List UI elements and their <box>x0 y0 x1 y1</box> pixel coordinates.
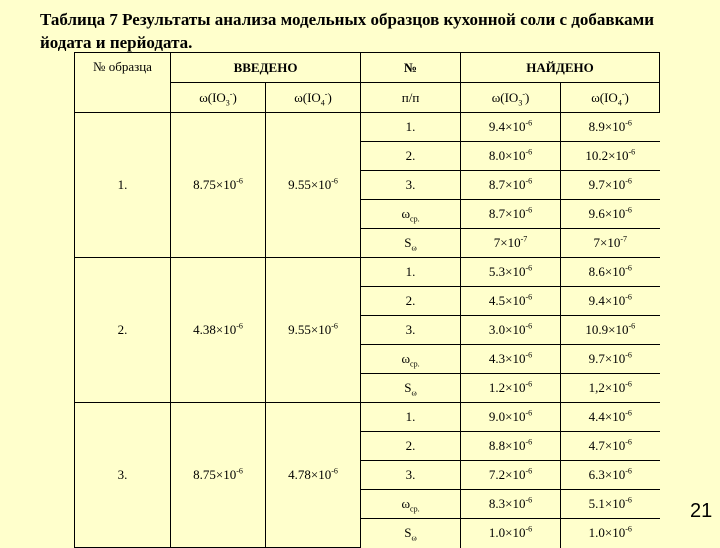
introduced-io4-value: $4.78\times 10^{-6}$ <box>266 403 361 548</box>
introduced-io4-value: $9.55\times 10^{-6}$ <box>266 258 361 403</box>
found-io3-value: $8.8\times 10^{-6}$ <box>461 432 561 461</box>
introduced-io3-value: $4.38\times 10^{-6}$ <box>171 258 266 403</box>
sample-number: 1. <box>75 113 171 258</box>
header-sample-no: № образца <box>75 53 171 113</box>
found-io3-value: $3.0\times 10^{-6}$ <box>461 316 561 345</box>
found-io3-sd: $7\times 10^{-7}$ <box>461 229 561 258</box>
found-io4-value: $8.9\times 10^{-6}$ <box>561 113 660 142</box>
row-sd-label: $S_\omega$ <box>361 374 461 403</box>
row-average-label: $\omega_{ср.}$ <box>361 490 461 519</box>
introduced-io3-value: $8.75\times 10^{-6}$ <box>171 113 266 258</box>
found-io3-average: $8.7\times 10^{-6}$ <box>461 200 561 229</box>
found-io4-sd: $7\times 10^{-7}$ <box>561 229 660 258</box>
header-found-io4: $\omega(IO_4^-)$ <box>561 83 660 113</box>
sample-number: 3. <box>75 403 171 548</box>
row-sd-label: $S_\omega$ <box>361 519 461 548</box>
found-io4-sd: $1,2\times 10^{-6}$ <box>561 374 660 403</box>
row-number: 2. <box>361 142 461 171</box>
table-title: Таблица 7 Результаты анализа модельных образцов кухонной соли с добавками йодата и перйодата. <box>40 10 654 52</box>
found-io3-average: $8.3\times 10^{-6}$ <box>461 490 561 519</box>
found-io4-value: $9.7\times 10^{-6}$ <box>561 171 660 200</box>
results-table <box>74 52 660 548</box>
found-io3-value: $4.5\times 10^{-6}$ <box>461 287 561 316</box>
found-io3-value: $5.3\times 10^{-6}$ <box>461 258 561 287</box>
found-io4-average: $9.7\times 10^{-6}$ <box>561 345 660 374</box>
header-found: НАЙДЕНО <box>461 53 660 83</box>
found-io4-value: $9.4\times 10^{-6}$ <box>561 287 660 316</box>
found-io3-average: $4.3\times 10^{-6}$ <box>461 345 561 374</box>
header-introduced: ВВЕДЕНО <box>171 53 361 83</box>
found-io4-sd: $1.0\times 10^{-6}$ <box>561 519 660 548</box>
row-sd-label: $S_\omega$ <box>361 229 461 258</box>
row-number: 1. <box>361 113 461 142</box>
found-io4-value: $4.4\times 10^{-6}$ <box>561 403 660 432</box>
row-number: 2. <box>361 432 461 461</box>
found-io3-value: $9.0\times 10^{-6}$ <box>461 403 561 432</box>
introduced-io3-value: $8.75\times 10^{-6}$ <box>171 403 266 548</box>
header-found-io3: $\omega(IO_3^-)$ <box>461 83 561 113</box>
row-number: 3. <box>361 171 461 200</box>
introduced-io4-value: $9.55\times 10^{-6}$ <box>266 113 361 258</box>
found-io4-average: $5.1\times 10^{-6}$ <box>561 490 660 519</box>
found-io4-value: $4.7\times 10^{-6}$ <box>561 432 660 461</box>
found-io4-value: $10.2\times 10^{-6}$ <box>561 142 660 171</box>
row-number: 3. <box>361 316 461 345</box>
row-number: 3. <box>361 461 461 490</box>
found-io4-value: $10.9\times 10^{-6}$ <box>561 316 660 345</box>
header-num-sub: п/п <box>361 83 461 113</box>
found-io3-value: $8.7\times 10^{-6}$ <box>461 171 561 200</box>
header-num: № <box>361 53 461 83</box>
found-io4-value: $6.3\times 10^{-6}$ <box>561 461 660 490</box>
row-average-label: $\omega_{ср.}$ <box>361 345 461 374</box>
found-io3-sd: $1.0\times 10^{-6}$ <box>461 519 561 548</box>
found-io4-average: $9.6\times 10^{-6}$ <box>561 200 660 229</box>
found-io4-value: $8.6\times 10^{-6}$ <box>561 258 660 287</box>
row-average-label: $\omega_{ср.}$ <box>361 200 461 229</box>
found-io3-value: $9.4\times 10^{-6}$ <box>461 113 561 142</box>
row-number: 1. <box>361 403 461 432</box>
found-io3-sd: $1.2\times 10^{-6}$ <box>461 374 561 403</box>
header-introduced-io3: $\omega(IO_3^-)$ <box>171 83 266 113</box>
row-number: 2. <box>361 287 461 316</box>
row-number: 1. <box>361 258 461 287</box>
page-number: 21 <box>690 500 713 522</box>
found-io3-value: $7.2\times 10^{-6}$ <box>461 461 561 490</box>
header-introduced-io4: $\omega(IO_4^-)$ <box>266 83 361 113</box>
found-io3-value: $8.0\times 10^{-6}$ <box>461 142 561 171</box>
sample-number: 2. <box>75 258 171 403</box>
